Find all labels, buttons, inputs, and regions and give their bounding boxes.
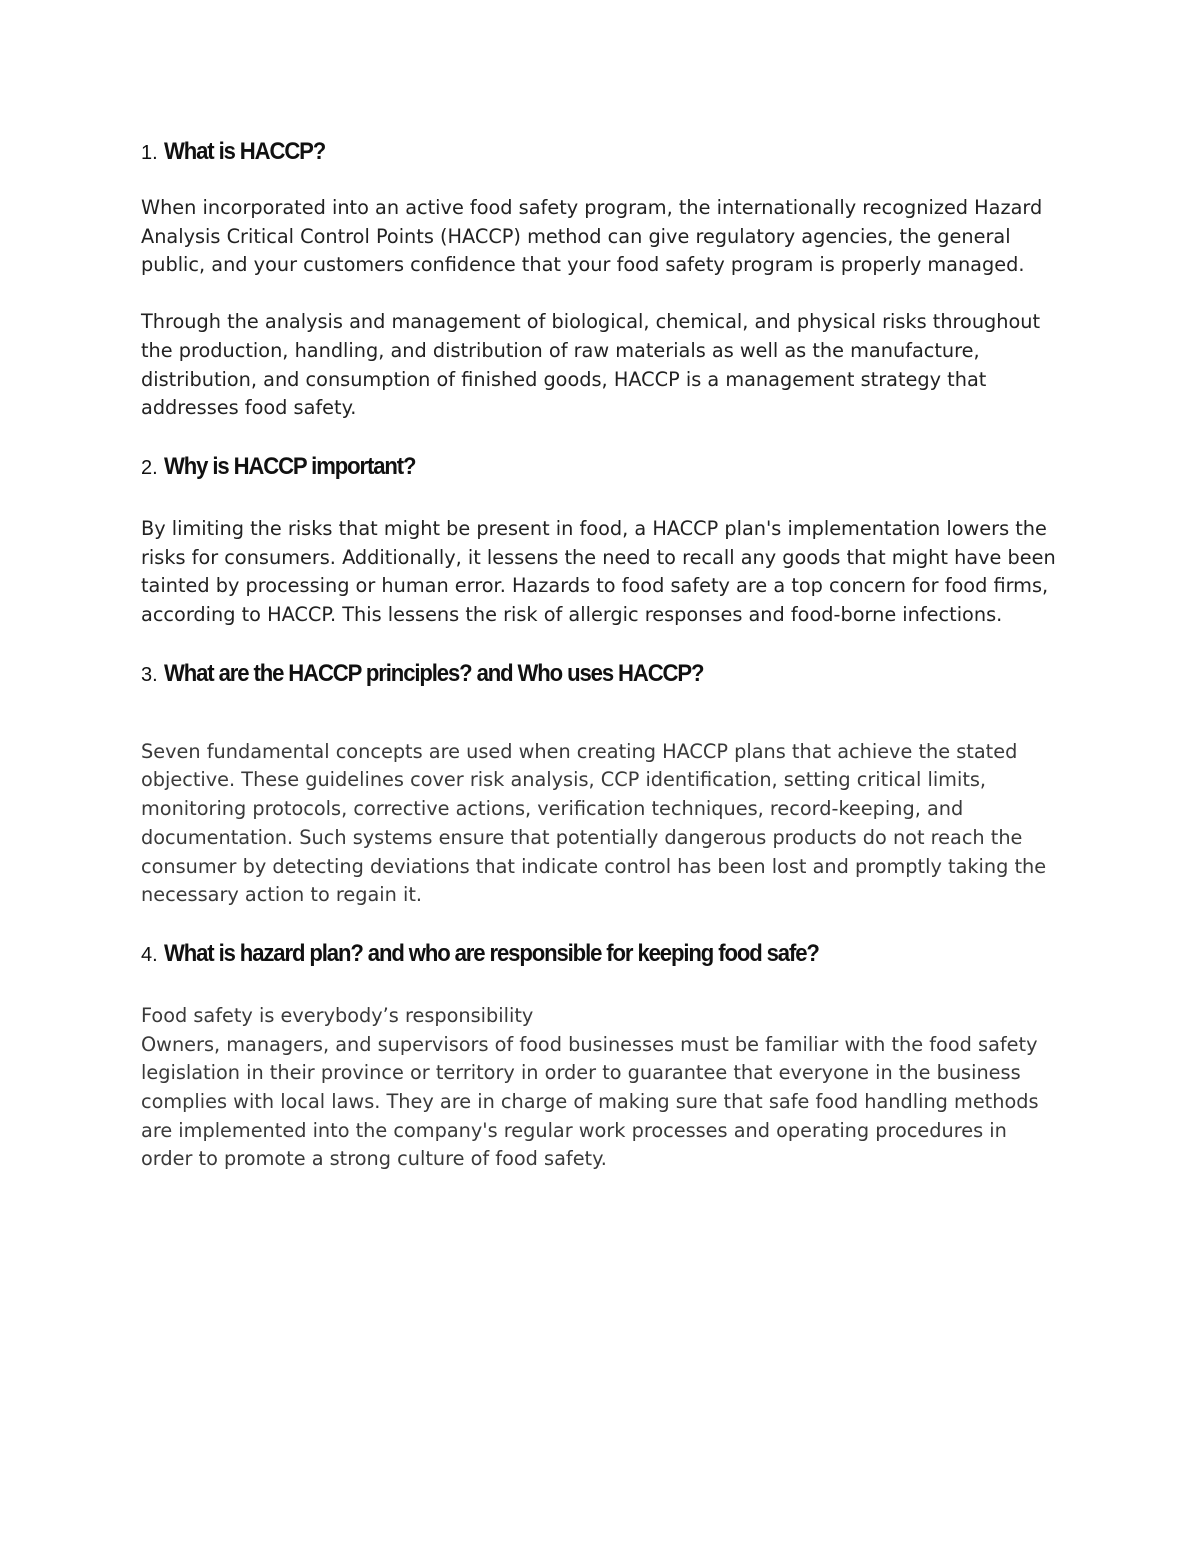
document-body (141, 138, 1061, 1174)
section-title: What is HACCP? (163, 138, 325, 165)
section-heading-1 (141, 138, 1061, 166)
paragraph: By limiting the risks that might be present in food, a HACCP plan's implementation lowers the risks for consumers. Additionally, it lessens the need to recall any goods that might have been tainted by processing or human error. Hazards to food safety are a top concern for food firms, according to HACCP. This lessens the risk of allergic responses and food-borne infections. (141, 516, 1056, 627)
section-number: 2. (141, 456, 158, 479)
section-number: 4. (141, 943, 158, 966)
paragraph: Seven fundamental concepts are used when creating HACCP plans that achieve the stated objective. These guidelines cover risk analysis, CCP identification, setting critical limits, monitoring protocols, corrective actions, verification techniques, record-keeping, and documentation. Such systems ensure that potentially dangerous products do not reach the consumer by detecting deviations that indicate control has been lost and promptly taking the necessary action to regain it. (141, 739, 1047, 907)
paragraph: Owners, managers, and supervisors of food businesses must be familiar with the food safety legislation in their province or territory in order to guarantee that everyone in the business complies with local laws. They are in charge of making sure that safe food handling methods are implemented into the company's regular work processes and operating procedures in order to promote a strong culture of food safety. (141, 1032, 1039, 1171)
section-number: 1. (141, 142, 158, 164)
section-title: What are the HACCP principles? and Who uses HACCP? (163, 659, 704, 687)
section-number: 3. (141, 663, 158, 686)
paragraph: Food safety is everybody’s responsibility (141, 1003, 534, 1027)
section-title: Why is HACCP important? (163, 452, 416, 480)
section-heading-4 (141, 940, 1061, 968)
section-heading-2 (141, 453, 1061, 481)
paragraph: When incorporated into an active food safety program, the internationally recognized Hazard Analysis Critical Control Points (HACCP) method can give regulatory agencies, the general public, and your customers confidence that your food safety program is properly managed. (141, 196, 1043, 277)
section-title: What is hazard plan? and who are responsible for keeping food safe? (163, 939, 819, 967)
paragraph: Through the analysis and management of biological, chemical, and physical risks throughout the production, handling, and distribution of raw materials as well as the manufacture, distribution, and consumption of finished goods, HACCP is a management strategy that addresses food safety. (141, 310, 1041, 420)
section-heading-3 (141, 660, 1061, 688)
